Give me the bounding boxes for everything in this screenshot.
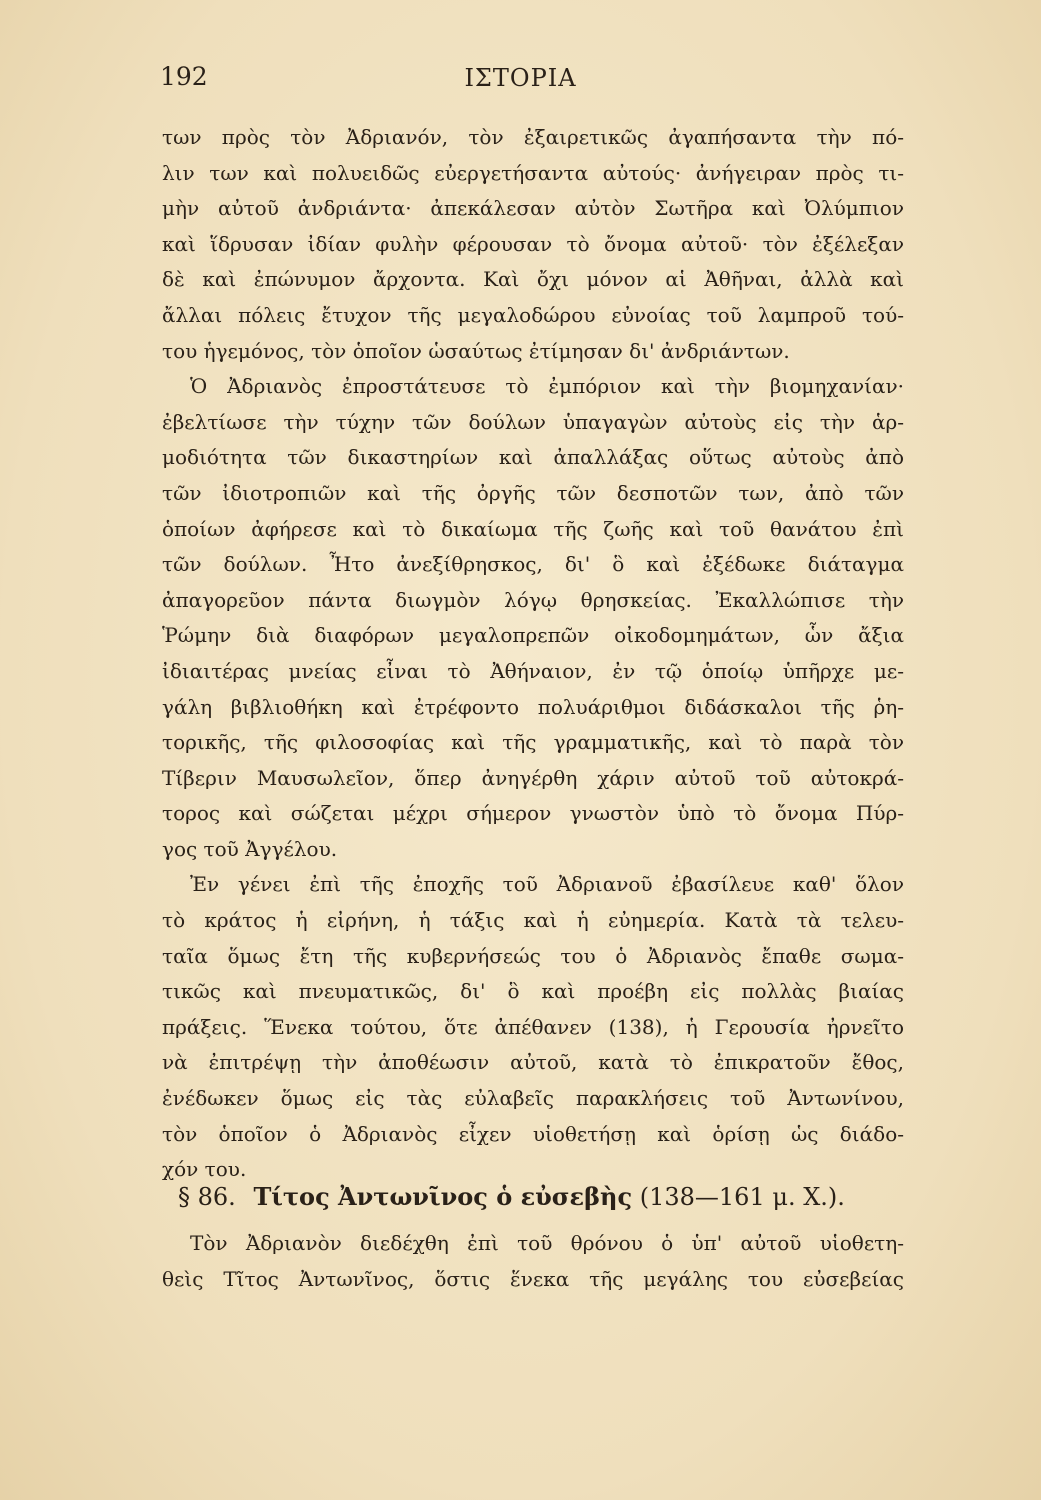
text-line: του ἡγεμόνος, τὸν ὁποῖον ὡσαύτως ἐτίμησαν δι' ἀνδριάντων. [162, 338, 790, 363]
text-line: Ῥώμην διὰ διαφόρων μεγαλοπρεπῶν οἰκοδομημάτων, ὧν ἄξια [162, 623, 904, 648]
text-line: πράξεις. Ἕνεκα τούτου, ὅτε ἀπέθανεν (138), ἡ Γερουσία ἠρνεῖτο [162, 1014, 904, 1039]
text-line: ἄλλαι πόλεις ἔτυχον τῆς μεγαλοδώρου εὐνοίας τοῦ λαμπροῦ τού- [162, 302, 904, 327]
text-line: τῶν ἰδιοτροπιῶν καὶ τῆς ὀργῆς τῶν δεσποτῶν των, ἀπὸ τῶν [162, 480, 904, 505]
text-line: Ἐν γένει ἐπὶ τῆς ἐποχῆς τοῦ Ἀδριανοῦ ἐβασίλευε καθ' ὅλον [190, 872, 904, 897]
section-dates: (138—161 μ. Χ.). [639, 1183, 845, 1211]
section-title: Τίτος Ἀντωνῖνος ὁ εὐσεβὴς [253, 1182, 633, 1211]
text-line: λιν των καὶ πολυειδῶς εὐεργετήσαντα αὐτούς· ἀνήγειραν πρὸς τι- [162, 160, 904, 185]
text-line: τικῶς καὶ πνευματικῶς, δι' ὃ καὶ προέβη εἰς πολλὰς βιαίας [162, 979, 904, 1004]
text-line: μοδιότητα τῶν δικαστηρίων καὶ ἀπαλλάξας οὕτως αὐτοὺς ἀπὸ [162, 445, 904, 470]
text-line: ὁποίων ἀφήρεσε καὶ τὸ δικαίωμα τῆς ζωῆς καὶ τοῦ θανάτου ἐπὶ [162, 516, 904, 541]
text-line: καὶ ἵδρυσαν ἰδίαν φυλὴν φέρουσαν τὸ ὄνομα αὐτοῦ· τὸν ἐξέλεξαν [162, 231, 904, 256]
text-line: Τίβεριν Μαυσωλεῖον, ὅπερ ἀνηγέρθη χάριν αὐτοῦ τοῦ αὐτοκρά- [162, 765, 904, 790]
text-line: μὴν αὐτοῦ ἀνδριάντα· ἀπεκάλεσαν αὐτὸν Σωτῆρα καὶ Ὀλύμπιον [162, 196, 904, 221]
text-line: των πρὸς τὸν Ἀδριανόν, τὸν ἐξαιρετικῶς ἀγαπήσαντα τὴν πό- [162, 125, 904, 149]
section-heading [178, 1182, 908, 1211]
running-title: ΙΣΤΟΡΙΑ [464, 64, 577, 92]
text-line: τὸν ὁποῖον ὁ Ἀδριανὸς εἶχεν υἱοθετήσῃ καὶ ὁρίσῃ ὡς διάδο- [162, 1121, 904, 1146]
text-line: θεὶς Τῖτος Ἀντωνῖνος, ὅστις ἕνεκα τῆς μεγάλης του εὐσεβείας [162, 1267, 904, 1291]
section-text [162, 1225, 904, 1297]
text-line: γος τοῦ Ἀγγέλου. [162, 836, 338, 861]
text-line: γάλη βιβλιοθήκη καὶ ἐτρέφοντο πολυάριθμοι διδάσκαλοι τῆς ῥη- [162, 694, 904, 719]
text-line: Ὁ Ἀδριανὸς ἐπροστάτευσε τὸ ἐμπόριον καὶ τὴν βιομηχανίαν· [190, 374, 904, 399]
page-number: 192 [160, 62, 208, 91]
text-line: τορικῆς, τῆς φιλοσοφίας καὶ τῆς γραμματικῆς, καὶ τὸ παρὰ τὸν [162, 730, 904, 755]
text-line: τορος καὶ σώζεται μέχρι σήμερον γνωστὸν ὑπὸ τὸ ὄνομα Πύρ- [162, 801, 904, 826]
text-line: ἐβελτίωσε τὴν τύχην τῶν δούλων ὑπαγαγὼν αὐτοὺς εἰς τὴν ἁρ- [162, 409, 904, 434]
text-line: ἐνέδωκεν ὅμως εἰς τὰς εὐλαβεῖς παρακλήσεις τοῦ Ἀντωνίνου, [162, 1086, 904, 1111]
text-line: Τὸν Ἀδριανὸν διεδέχθη ἐπὶ τοῦ θρόνου ὁ ὑπ' αὐτοῦ υἱοθετη- [190, 1231, 904, 1255]
body-text [162, 120, 904, 1188]
text-line: ταῖα ὅμως ἔτη τῆς κυβερνήσεώς του ὁ Ἀδριανὸς ἔπαθε σωμα- [162, 943, 904, 968]
text-line: δὲ καὶ ἐπώνυμον ἄρχοντα. Καὶ ὄχι μόνον αἱ Ἀθῆναι, ἀλλὰ καὶ [162, 267, 904, 292]
text-line: ἰδιαιτέρας μνείας εἶναι τὸ Ἀθήναιον, ἐν τῷ ὁποίῳ ὑπῆρχε με- [162, 658, 904, 683]
text-line: τῶν δούλων. Ἦτο ἀνεξίθρησκος, δι' ὃ καὶ ἐξέδωκε διάταγμα [162, 552, 904, 577]
page-header [160, 62, 881, 102]
text-line: νὰ ἐπιτρέψῃ τὴν ἀποθέωσιν αὐτοῦ, κατὰ τὸ ἐπικρατοῦν ἔθος, [162, 1050, 904, 1075]
text-line: ἀπαγορεῦον πάντα διωγμὸν λόγῳ θρησκείας. Ἐκαλλώπισε τὴν [162, 587, 904, 612]
text-line: τὸ κράτος ἡ εἰρήνη, ἡ τάξις καὶ ἡ εὐημερία. Κατὰ τὰ τελευ- [162, 908, 904, 933]
section-number: § 86. [178, 1183, 236, 1211]
text-line: χόν του. [162, 1157, 247, 1182]
